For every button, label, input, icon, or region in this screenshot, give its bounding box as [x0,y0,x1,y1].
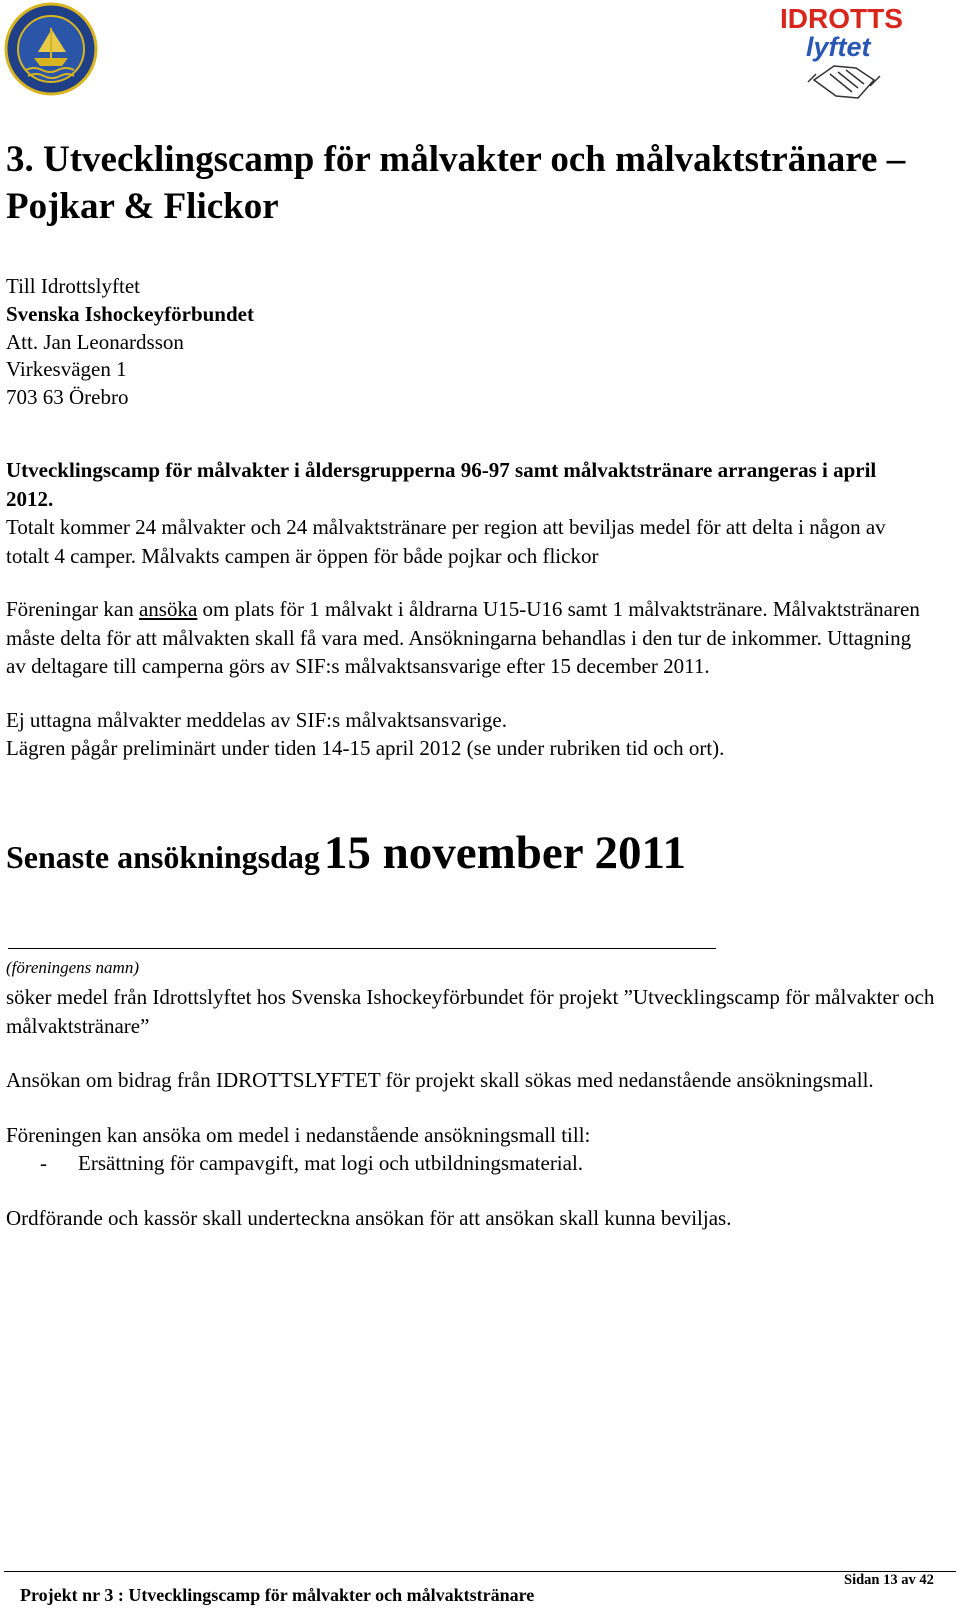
info-text-start: Föreningar kan [6,597,139,621]
lyftet-wordmark: lyftet [806,32,871,62]
club-name-line [8,948,716,949]
page-number: Sidan 13 av 42 [844,1572,934,1588]
idrottslyftet-logo [780,2,957,110]
deadline-date: 15 november 2011 [323,827,686,879]
application-deadline [6,826,686,880]
template-intro: Föreningen kan ansöka om medel i nedanstående ansökningsmall till: [6,1123,591,1147]
footer-project: Projekt nr 3 : Utvecklingscamp för målvakter och målvaktstränare [20,1585,535,1605]
intro-paragraph [6,456,886,570]
idrotts-wordmark: IDROTTS [780,3,903,34]
apply-link[interactable]: ansöka [138,597,198,621]
not-selected-note: Ej uttagna målvakter meddelas av SIF:s målvaktsansvarige. [6,708,507,732]
handshake-icon [808,66,880,98]
signing-requirement: Ordförande och kassör skall underteckna ansökan för att ansökan skall kunna beviljas. [6,1206,732,1230]
application-info-paragraph [6,595,921,681]
address-organization: Svenska Ishockeyförbundet [6,302,254,326]
club-name-caption: (föreningens namn) [6,958,139,977]
address-attention: Att. Jan Leonardsson [6,330,184,354]
info-text-rest: om plats för 1 målvakt i åldrarna U15-U16 samt 1 målvaktstränare. Målvaktstränaren måste delta för att målvakten skall få vara med. Ansökningarna behandlas i den tur de inkommer. Uttagning av deltagare till camperna görs av SIF:s målvaktsansvarige efter 15 december 2011. [6,597,920,678]
camp-dates-note: Lägren pågår preliminärt under tiden 14-15 april 2012 (se under rubriken tid och ort). [6,736,725,760]
deadline-label: Senaste ansökningsdag [6,839,320,875]
address-postal: 703 63 Örebro [6,385,129,409]
address-street: Virkesvägen 1 [6,357,127,381]
footer-divider [4,1571,956,1572]
document-title: 3. Utvecklingscamp för målvakter och målvaktstränare – Pojkar & Flickor [6,139,906,227]
intro-text: Totalt kommer 24 målvakter och 24 målvaktstränare per region att beviljas medel för att delta i någon av totalt 4 camper. Målvakts campen är öppen för både pojkar och flickor [6,515,886,568]
intro-heading: Utvecklingscamp för målvakter i åldersgrupperna 96-97 samt målvaktstränare arrangeras i april 2012. [6,458,877,511]
address-recipient: Till Idrottslyftet [6,274,140,298]
hockey-seal-icon [4,2,98,96]
funding-request-paragraph: söker medel från Idrottslyftet hos Svenska Ishockeyförbundet för projekt ”Utvecklingscamp för målvakter och målvaktstränare” [6,985,935,1038]
ishockeyforbundet-logo [4,2,98,96]
list-bullet: - [40,1151,47,1175]
list-item [40,1149,583,1178]
application-template-paragraph: Ansökan om bidrag från IDROTTSLYFTET för projekt skall sökas med nedanstående ansökningsmall. [6,1068,874,1092]
list-item-text: Ersättning för campavgift, mat logi och utbildningsmaterial. [78,1151,584,1175]
